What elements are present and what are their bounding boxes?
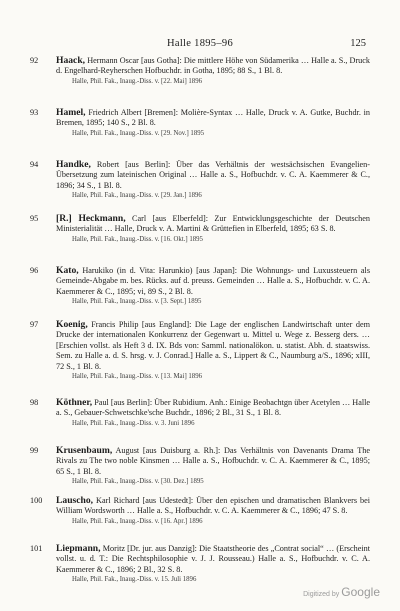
entry-author: Lauscho, [56, 495, 94, 506]
watermark-prefix: Digitized by [303, 591, 340, 598]
entry-author: Krusenbaum, [56, 445, 113, 456]
entry-meta: Halle, Phil. Fak., Inaug.-Diss. v. [16. Okt.] 1895 [72, 235, 203, 243]
list-item [0, 320, 400, 398]
entry-author: Handke, [56, 159, 91, 170]
entry-author: Liepmann, [56, 543, 101, 554]
entry-text [56, 446, 370, 486]
page-number: 125 [350, 38, 366, 49]
list-item [0, 214, 400, 266]
entry-author: Hamel, [56, 107, 86, 118]
entry-meta: Halle, Phil. Fak., Inaug.-Diss. v. [29. Nov.] 1895 [72, 129, 205, 137]
entry-text [56, 266, 370, 306]
entry-meta: Halle, Phil. Fak., Inaug.-Diss. v. [30. Dez.] 1895 [72, 478, 204, 486]
entry-body: Friedrich Albert [Bremen]: Molière-Syntax … Halle, Druck v. A. Gutke, Buchdr. in Bremen, 1895; 140 S., 2 Bl. 8. [56, 108, 371, 128]
entry-text [56, 398, 370, 428]
entry-number: 95 [30, 214, 39, 223]
list-item [0, 160, 400, 214]
entry-number: 99 [30, 446, 39, 455]
entry-text [56, 108, 370, 138]
entry-author: Kato, [56, 265, 79, 276]
entry-meta: Halle, Phil. Fak., Inaug.-Diss. v. [13. Mai] 1896 [72, 373, 203, 381]
entry-body: Robert [aus Berlin]: Über das Verhältnis der westsächsischen Evangelien-Übersetzung zum lateinischen Original … Halle a. S., Hofbuchdr. v. C. A. Kaemmerer & C., 1896; 34 S., 1 Bl. 8. [56, 160, 371, 190]
entry-text [56, 544, 370, 584]
entry-body: Karl Richard [aus Udestedt]: Über den epischen und dramatischen Blankvers bei William Wordsworth … Halle a. S., Hofbuchdr. v. C. A. Kaemmerer & C., 1896; 47 S. 8. [56, 496, 370, 516]
list-item [0, 56, 400, 108]
entry-text [56, 56, 370, 86]
entry-text [56, 320, 370, 381]
entry-text [56, 496, 370, 526]
entry-number: 94 [30, 160, 39, 169]
list-item [0, 108, 400, 160]
entry-body: August [aus Duisburg a. Rh.]: Das Verhältnis von Davenants Drama The Rivals zu The two noble Kinsmen … Halle a. S., Hofbuchdr. v. C. A. Kaemmerer & C., 1895; 65 S., 1 Bl. 8. [56, 446, 370, 476]
watermark-brand: Google [341, 585, 380, 599]
entry-list [0, 56, 400, 596]
entry-meta: Halle, Phil. Fak., Inaug.-Diss. v. 15. Juli 1896 [72, 576, 197, 584]
entry-number: 100 [30, 496, 43, 505]
entry-author: Köthner, [56, 397, 93, 408]
entry-number: 97 [30, 320, 39, 329]
entry-body: Carl [aus Elberfeld]: Zur Entwicklungsgeschichte der Deutschen Ministerialität … Halle, Druck v. A. Martini & Grüttefien in Elberfeld, 1895; 63 S. 8. [56, 214, 370, 234]
entry-meta: Halle, Phil. Fak., Inaug.-Diss. v. [16. Apr.] 1896 [72, 517, 203, 525]
entry-body: Moritz [Dr. jur. aus Danzig]: Die Staatstheorie des „Contrat social“ … (Erscheint vollst. u. d. T.: Die Rechtsphilosophie v. J. J. Rousseau.) Halle a. S., Hofbuchdr. v. C. A. Kaemmerer & C., 1896; 2 Bl., 32 S. 8. [56, 544, 370, 574]
entry-meta: Halle, Phil. Fak., Inaug.-Diss. v. 3. Juni 1896 [72, 419, 195, 427]
list-item [0, 496, 400, 544]
entry-author: [R.] Heckmann, [56, 213, 126, 224]
running-title: Halle 1895–96 [166, 38, 233, 49]
entry-body: Paul [aus Berlin]: Über Rubidium. Anh.: Einige Beobachtgn über Acetylen … Halle a. S., Gebauer-Schwetschke'sche Buchdr., 1896; 2 Bl., 31 S., 1 Bl. 8. [56, 398, 371, 418]
entry-number: 98 [30, 398, 39, 407]
page-header [0, 38, 400, 52]
entry-text [56, 160, 370, 200]
list-item [0, 266, 400, 320]
entry-meta: Halle, Phil. Fak., Inaug.-Diss. v. [22. Mai] 1896 [72, 77, 203, 85]
entry-number: 93 [30, 108, 39, 117]
entry-body: Francis Philip [aus England]: Die Lage der englischen Landwirtschaft unter dem Drucke der internationalen Konkurrenz der Gegenwart u. Mittel u. Wege z. Besserg ders. … [Erschien vollst. als Heft 3 d. IX. Bds von: Samml. nationalökon. u. statist. Abh. d. staatswiss. Sem. zu Halle a. d. S. hrsg. v. J. Conrad.] Halle a. S., Lippert & C., Naumburg a/S., 1896; xIII, 72 S., 1 Bl. 8. [56, 320, 371, 371]
entry-body: Hermann Oscar [aus Gotha]: Die mittlere Höhe von Südamerika … Halle a. S., Druck d. Engelhard-Reyherschen Hofbuchdr. in Gotha, 1895; 88 S., 1 Bl. 8. [56, 56, 371, 76]
entry-meta: Halle, Phil. Fak., Inaug.-Diss. v. [29. Jan.] 1896 [72, 192, 202, 200]
list-item [0, 398, 400, 446]
entry-meta: Halle, Phil. Fak., Inaug.-Diss. v. [3. Sept.] 1895 [72, 298, 202, 306]
entry-number: 101 [30, 544, 43, 553]
entry-author: Haack, [56, 55, 86, 66]
entry-text [56, 214, 370, 244]
entry-author: Koenig, [56, 319, 88, 330]
entry-number: 92 [30, 56, 39, 65]
list-item [0, 446, 400, 496]
entry-body: Harukiko (in d. Vita: Harunkio) [aus Japan]: Die Wohnungs- und Luxussteuern als Gemeinde-Abgabe m. bes. Rücks. auf d. preuss. Gemeinden … Halle a. S., Hofbuchdr. v. C. A. Kaemmerer & C., 1895; vi, 89 S., 2 Bl. 8. [56, 266, 371, 296]
entry-number: 96 [30, 266, 39, 275]
digitized-by-google-watermark [303, 585, 380, 599]
